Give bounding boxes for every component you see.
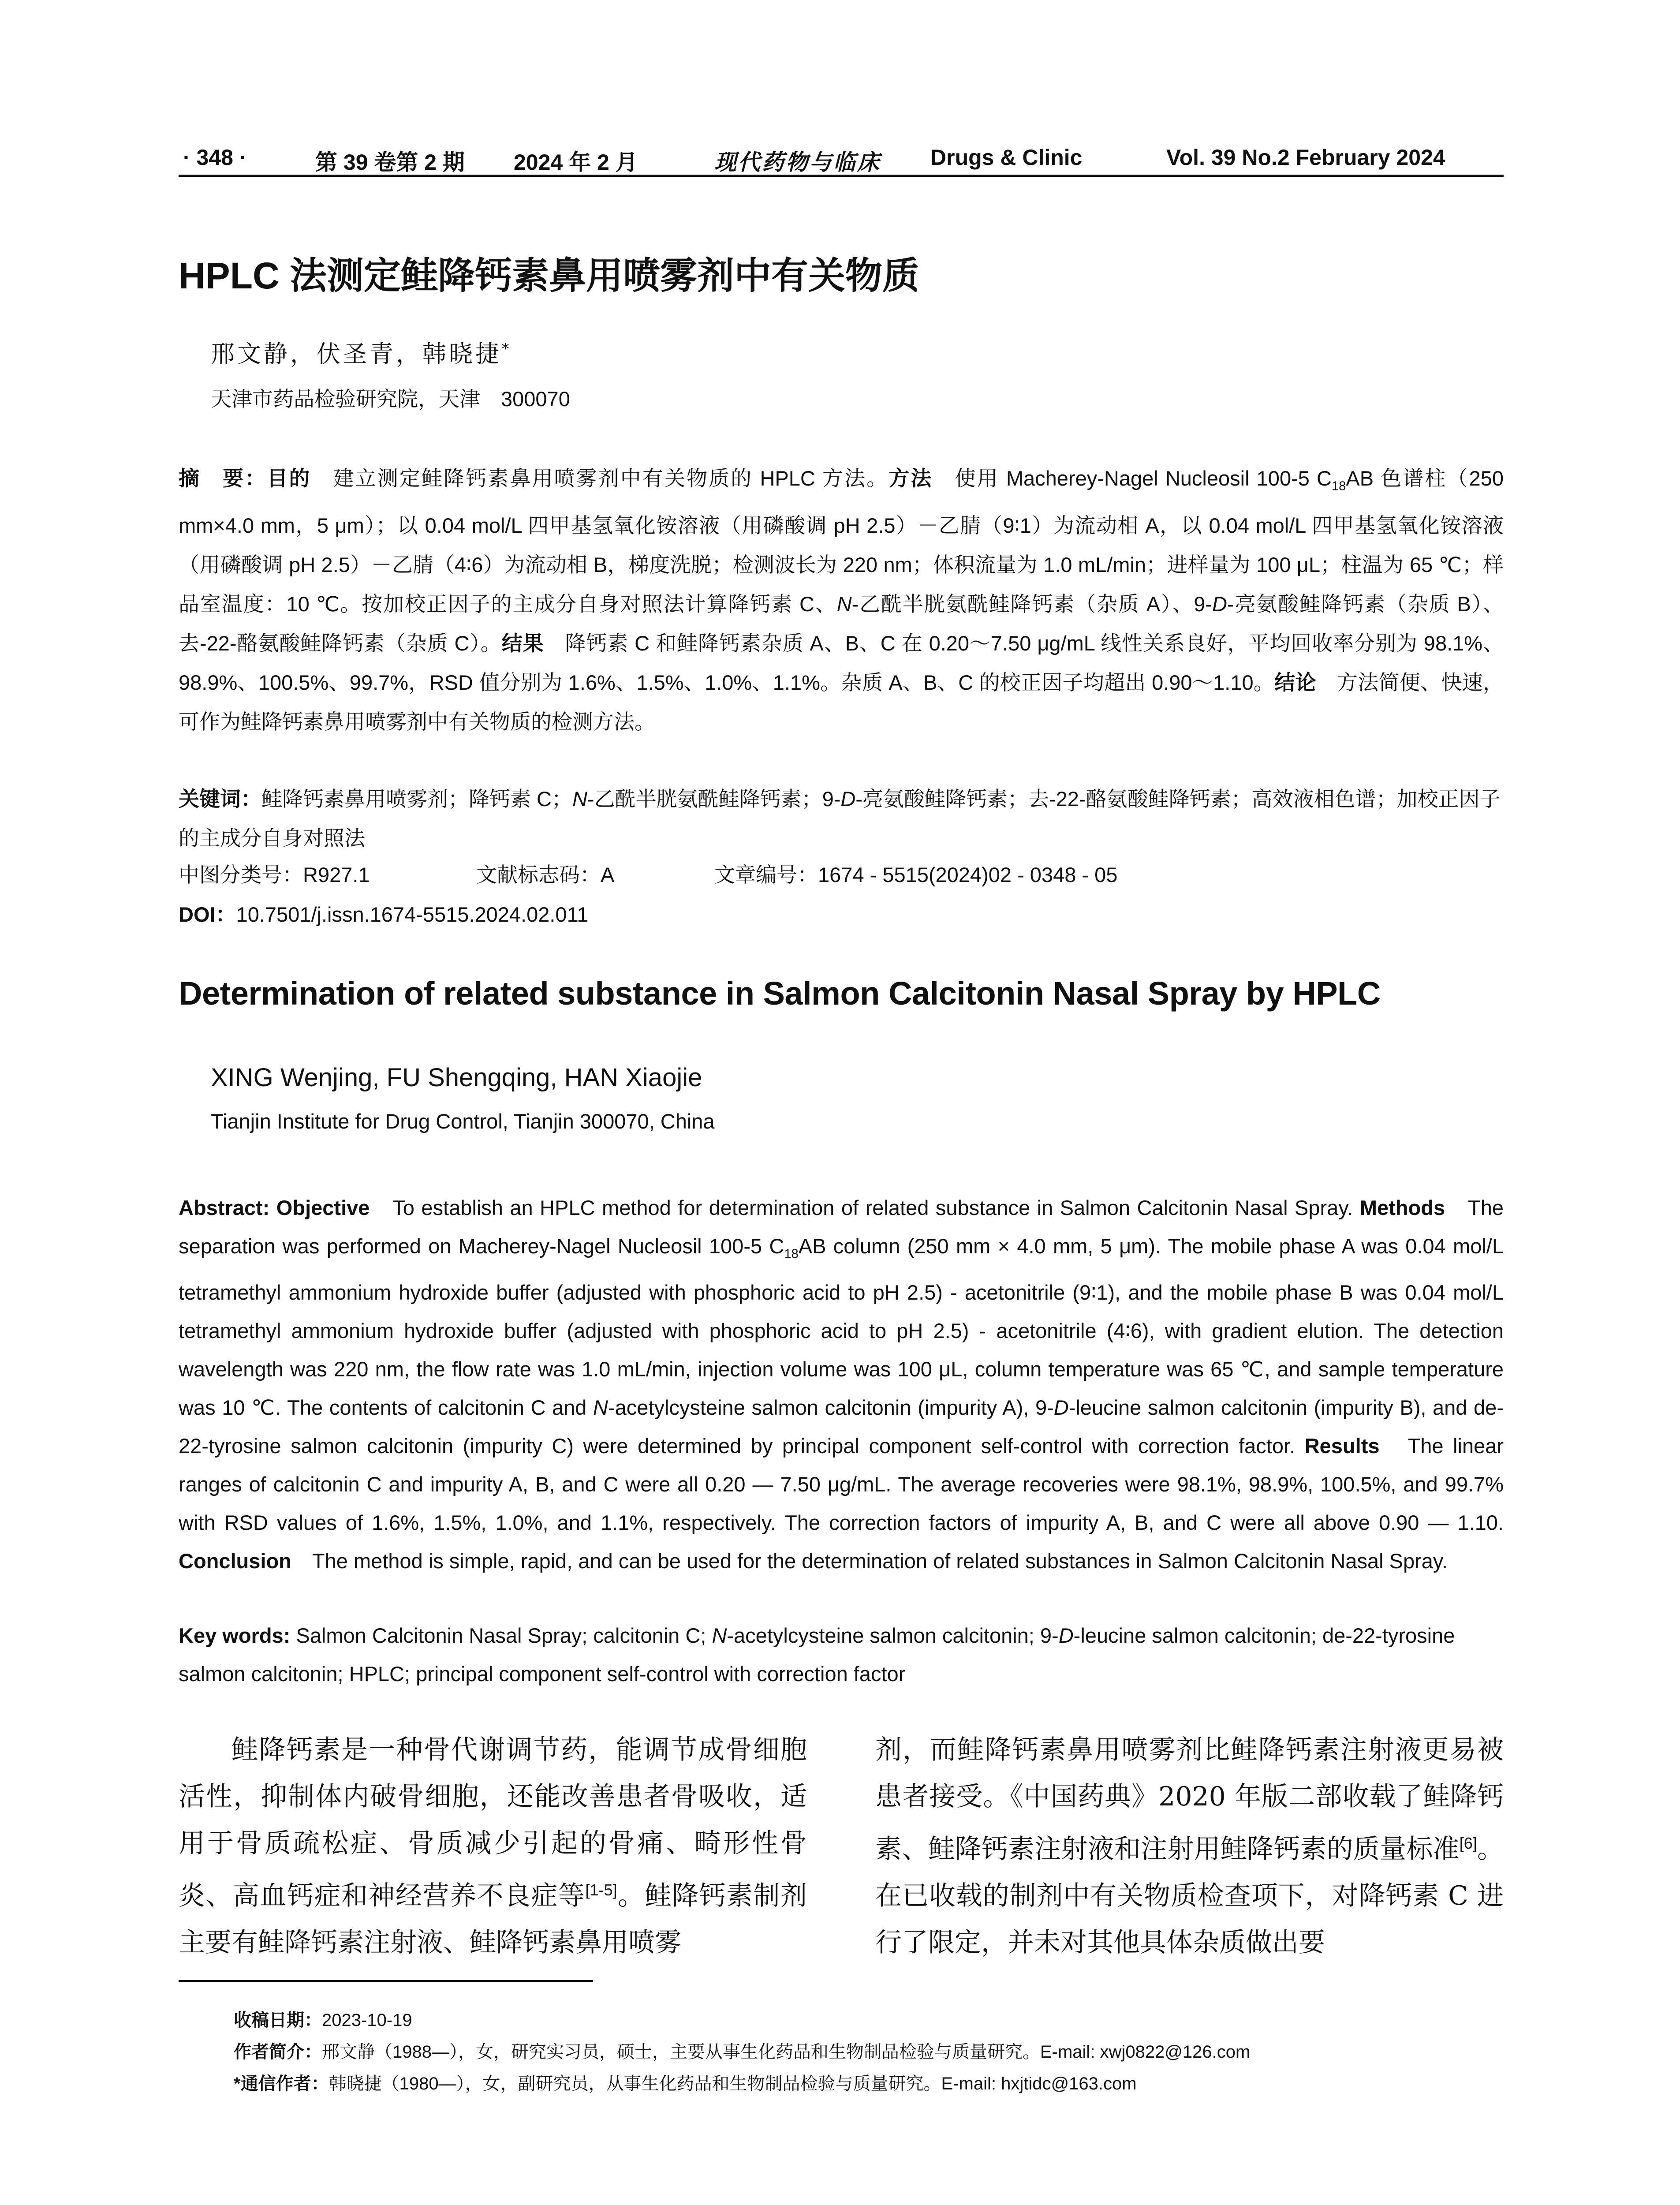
results-text-en: The linear ranges of calcitonin C and impurity A, B, and C were all 0.20 — 7.50 μg/mL. The average recoveries were 98.1%, 98.9%, 100.5%, and 99.7% with RSD values of 1.6%, 1.5%, 1.0%, and 1.1%, respectively. The correction factors of impurity A, B, and C were all above 0.90 — 1.10. (179, 1434, 1504, 1535)
author-bio-label: 作者简介： (234, 2042, 322, 2062)
methods-italic-d-zh: D (1212, 592, 1227, 616)
clc-number: 中图分类号：R927.1 (179, 863, 370, 886)
keywords-italic-n-zh: N (572, 787, 587, 811)
running-header (179, 140, 1504, 177)
citation-1-5[interactable]: [1-5] (585, 1881, 617, 1899)
affiliation-zh: 天津市药品检验研究院，天津 300070 (211, 387, 570, 411)
corresponding-mark: * (502, 340, 512, 357)
methods-italic-n-zh: N (836, 592, 852, 616)
keywords-label-en: Key words: (179, 1624, 291, 1647)
footnote-received (234, 2004, 1250, 2036)
received-date: 2023-10-19 (322, 2011, 412, 2030)
methods-text-en-1: The separation was performed on Macherey-Nagel Nucleosil 100-5 C (179, 1196, 1504, 1258)
keywords-italic-n-en: N (712, 1624, 727, 1647)
keywords-italic-d-zh: D (840, 787, 856, 811)
volume-issue-en: Vol. 39 No.2 February 2024 (1166, 145, 1445, 170)
objective-label-zh: 目的 (267, 467, 311, 490)
objective-text-zh: 建立测定鲑降钙素鼻用喷雾剂中有关物质的 HPLC 方法。 (311, 467, 889, 490)
authors-en: XING Wenjing, FU Shengqing, HAN Xiaojie (211, 1063, 702, 1092)
objective-text-en: To establish an HPLC method for determination of related substance in Salmon Calcitonin Nasal Spray. (370, 1196, 1353, 1219)
methods-text-zh-4: -亮氨酸鲑降钙素（杂质 B）、去-22-酪氨酸鲑降钙素（杂质 C）。 (179, 592, 1504, 655)
methods-text-zh-2: AB 色谱柱（250 mm×4.0 mm，5 μm）；以 0.04 mol/L 四甲基氢氧化铵溶液（用磷酸调 pH 2.5）－乙腈（9∶1）为流动相 A，以 0.04 mol/L 四甲基氢氧化铵溶液（用磷酸调 pH 2.5）－乙腈（4∶6）为流动相 B，梯度洗脱；检测波长为 220 nm；体积流量为 1.0 mL/min；进样量为 100 μL；柱温为 65 ℃；样品室温度：10 ℃。按加校正因子的主成分自身对照法计算降钙素 C、 (179, 467, 1504, 616)
footnote-corresponding (234, 2068, 1250, 2100)
doi-line (179, 898, 588, 928)
keywords-en-3: -leucine salmon calcitonin; de-22-tyrosine salmon calcitonin; HPLC; principal component self-control with correction factor (179, 1624, 1455, 1686)
page-number: · 348 · (183, 145, 247, 170)
methods-label-en: Methods (1359, 1196, 1445, 1219)
methods-subscript-en: 18 (784, 1247, 799, 1261)
methods-text-en-3: -acetylcysteine salmon calcitonin (impurity A), 9- (608, 1396, 1054, 1420)
keywords-italic-d-en: D (1058, 1624, 1074, 1647)
methods-label-zh: 方法 (889, 467, 933, 490)
footnote-divider (179, 1980, 593, 1982)
conclusion-text-zh: 方法简便、快速，可作为鲑降钙素鼻用喷雾剂中有关物质的检测方法。 (179, 671, 1504, 734)
keywords-zh (179, 779, 1504, 858)
title-zh: HPLC 法测定鲑降钙素鼻用喷雾剂中有关物质 (179, 255, 920, 296)
conclusion-label-en: Conclusion (179, 1549, 291, 1573)
methods-subscript-zh: 18 (1331, 479, 1346, 493)
abstract-en (179, 1188, 1504, 1580)
footnote-author-bio (234, 2036, 1250, 2068)
footnotes (234, 2004, 1250, 2100)
methods-italic-d-en: D (1053, 1396, 1069, 1420)
keywords-en (179, 1616, 1504, 1693)
doi-label: DOI： (179, 903, 236, 926)
methods-text-en-2: AB column (250 mm × 4.0 mm, 5 μm). The mobile phase A was 0.04 mol/L tetramethyl ammonium hydroxide buffer (adjusted with phosphoric acid to pH 2.5) - acetonitrile (9∶1), and the mobile phase B was 0.04 mol/L tetramethyl ammonium hydroxide buffer (adjusted with phosphoric acid to pH 2.5) - acetonitrile (4∶6), with gradient elution. The detection wavelength was 220 nm, the flow rate was 1.0 mL/min, injection volume was 100 μL, column temperature was 65 ℃, and sample temperature was 10 ℃. The contents of calcitonin C and (179, 1234, 1504, 1420)
methods-text-zh-1: 使用 Macherey-Nagel Nucleosil 100-5 C (933, 467, 1332, 490)
volume-issue-zh: 第 39 卷第 2 期 (315, 150, 465, 175)
keywords-zh-1: 鲑降钙素鼻用喷雾剂；降钙素 C； (261, 787, 572, 811)
abstract-zh (179, 459, 1504, 741)
publication-date-zh: 2024 年 2 月 (514, 150, 638, 175)
results-text-zh: 降钙素 C 和鲑降钙素杂质 A、B、C 在 0.20～7.50 μg/mL 线性关系良好，平均回收率分别为 98.1%、98.9%、100.5%、99.7%，RSD 值分别为 1.6%、1.5%、1.0%、1.1%。杂质 A、B、C 的校正因子均超出 0.90～1.10。 (179, 632, 1504, 695)
results-label-en: Results (1304, 1434, 1380, 1458)
body-paragraph-left (179, 1727, 807, 1966)
corresponding-text: 韩晓捷（1980—），女，副研究员，从事生化药品和生物制品检验与质量研究。E-mail: hxjtidc@163.com (329, 2074, 1137, 2093)
keywords-zh-2: -乙酰半胱氨酰鲑降钙素；9- (587, 787, 841, 811)
journal-name-zh: 现代药物与临床 (714, 149, 881, 175)
author-bio-text: 邢文静（1988—），女，研究实习员，硕士，主要从事生化药品和生物制品检验与质量研究。E-mail: xwj0822@126.com (322, 2042, 1251, 2062)
methods-italic-n-en: N (593, 1396, 608, 1420)
doi-value[interactable]: 10.7501/j.issn.1674-5515.2024.02.011 (236, 903, 589, 926)
keywords-en-2: -acetylcysteine salmon calcitonin; 9- (727, 1624, 1059, 1647)
journal-name-en: Drugs & Clinic (930, 145, 1083, 170)
methods-text-zh-3: -乙酰半胱氨酰鲑降钙素（杂质 A）、9- (851, 592, 1213, 616)
body-right-text-2: 。在已收载的制剂中有关物质检查项下，对降钙素 C 进行了限定，并未对其他具体杂质做出要 (875, 1834, 1504, 1958)
results-label-zh: 结果 (501, 632, 544, 655)
authors-zh-names: 邢文静，伏圣青，韩晓捷 (211, 340, 502, 368)
body-column-right (875, 1727, 1504, 1966)
abstract-label-en: Abstract: Objective (179, 1196, 370, 1219)
keywords-en-1: Salmon Calcitonin Nasal Spray; calcitonin C; (290, 1624, 712, 1647)
body-column-left (179, 1727, 807, 1966)
corresponding-label: *通信作者： (234, 2074, 329, 2093)
conclusion-text-en: The method is simple, rapid, and can be used for the determination of related substances in Salmon Calcitonin Nasal Spray. (291, 1549, 1448, 1573)
body-left-text-1: 鲑降钙素是一种骨代谢调节药，能调节成骨细胞活性，抑制体内破骨细胞，还能改善患者骨吸收，适用于骨质疏松症、骨质减少引起的骨痛、畸形性骨炎、高血钙症和神经营养不良症等 (179, 1734, 807, 1911)
body-right-text-1: 剂，而鲑降钙素鼻用喷雾剂比鲑降钙素注射液更易被患者接受。《中国药典》2020 年版二部收载了鲑降钙素、鲑降钙素注射液和注射用鲑降钙素的质量标准 (875, 1734, 1504, 1865)
methods-text-en-4: -leucine salmon calcitonin (impurity B), and de-22-tyrosine salmon calcitonin (impurity C) were determined by principal component self-control with correction factor. (179, 1396, 1504, 1458)
citation-6[interactable]: [6] (1459, 1834, 1477, 1852)
abstract-label-zh: 摘 要： (179, 467, 267, 490)
keywords-label-zh: 关键词： (179, 787, 261, 811)
article-number: 文章编号：1674 - 5515(2024)02 - 0348 - 05 (714, 863, 1118, 886)
keywords-zh-3: -亮氨酸鲑降钙素；去-22-酪氨酸鲑降钙素；高效液相色谱；加校正因子的主成分自身对照法 (179, 787, 1501, 850)
conclusion-label-zh: 结论 (1274, 671, 1316, 695)
received-label: 收稿日期： (234, 2011, 322, 2030)
body-left-text-2: 。鲑降钙素制剂主要有鲑降钙素注射液、鲑降钙素鼻用喷雾 (179, 1880, 807, 1958)
body-paragraph-right (875, 1727, 1504, 1966)
authors-zh (211, 335, 511, 369)
document-code: 文献标志码：A (476, 863, 615, 886)
title-en: Determination of related substance in Salmon Calcitonin Nasal Spray by HPLC (179, 975, 1381, 1012)
affiliation-en: Tianjin Institute for Drug Control, Tianjin 300070, China (211, 1110, 715, 1133)
